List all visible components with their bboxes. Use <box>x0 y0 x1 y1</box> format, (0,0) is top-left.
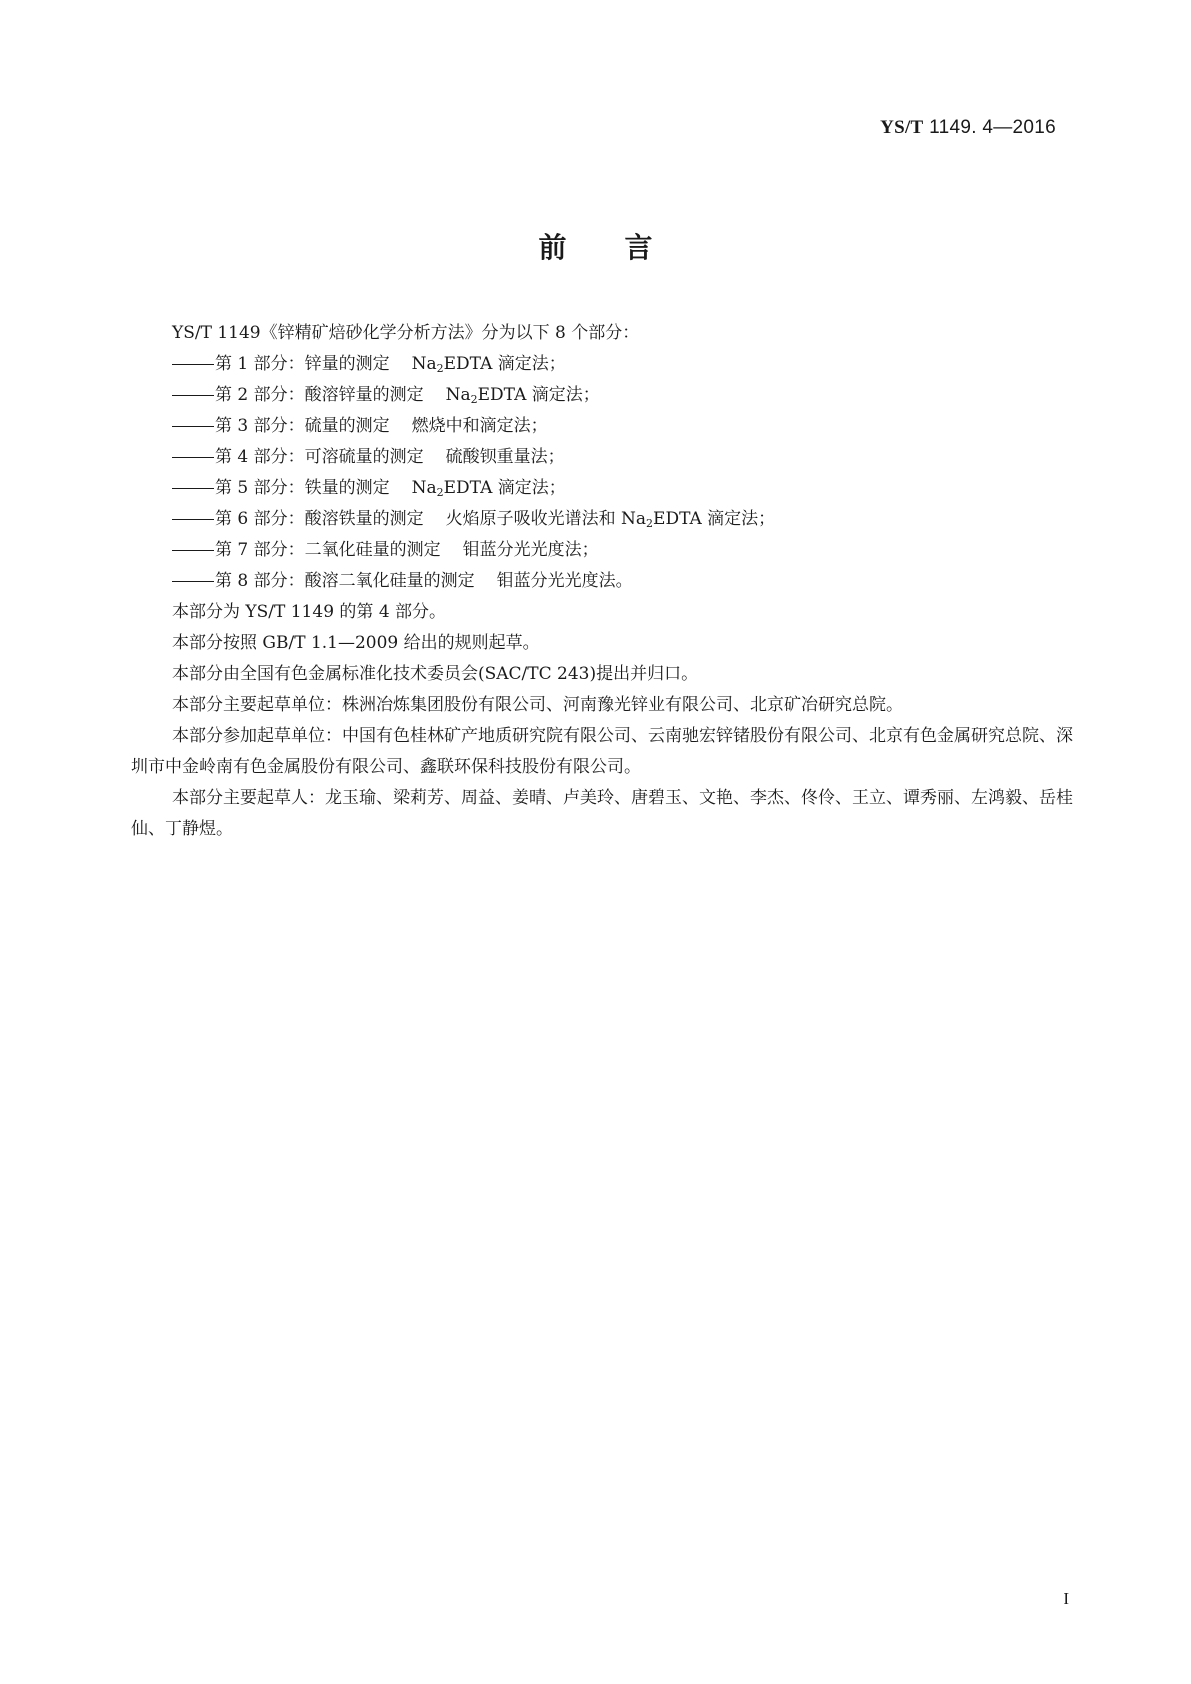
title-char-1: 前 <box>538 231 567 264</box>
part-method: 火焰原子吸收光谱法和 Na <box>445 509 647 529</box>
part-label: 第 4 部分：可溶硫量的测定 <box>215 447 424 467</box>
part-label: 第 6 部分：酸溶铁量的测定 <box>215 509 424 529</box>
part-item-2 <box>131 380 1081 411</box>
standard-number: 1149. 4—2016 <box>929 117 1056 138</box>
intro-paragraph: YS/T 1149《锌精矿焙砂化学分析方法》分为以下 8 个部分： <box>172 323 640 343</box>
part-method-tail: EDTA 滴定法； <box>477 385 600 405</box>
standard-prefix: YS/T <box>880 117 924 138</box>
part-item-6 <box>131 504 1081 535</box>
em-dash <box>172 457 214 458</box>
part-label: 第 7 部分：二氧化硅量的测定 <box>215 540 441 560</box>
proposed-by-paragraph: 本部分由全国有色金属标准化技术委员会(SAC/TC 243)提出并归口。 <box>172 664 699 684</box>
part-item-4 <box>131 442 1081 473</box>
part-method: 硫酸钡重量法； <box>445 447 565 467</box>
subscript: 2 <box>470 393 478 406</box>
part-item-7 <box>131 535 1081 566</box>
part-item-5 <box>131 473 1081 504</box>
em-dash <box>172 395 214 396</box>
part-label: 第 5 部分：铁量的测定 <box>215 478 390 498</box>
part-item-1 <box>131 349 1081 380</box>
part-method: Na <box>411 478 437 498</box>
em-dash <box>172 488 214 489</box>
part-method: 钼蓝分光光度法。 <box>496 571 633 591</box>
drafting-rules-paragraph: 本部分按照 GB/T 1.1—2009 给出的规则起草。 <box>172 633 540 653</box>
subscript: 2 <box>436 362 444 375</box>
em-dash <box>172 581 214 582</box>
part-label: 第 3 部分：硫量的测定 <box>215 416 390 436</box>
part-method: Na <box>411 354 437 374</box>
em-dash <box>172 519 214 520</box>
part-item-8 <box>131 566 1081 597</box>
part-method-tail: EDTA 滴定法； <box>443 478 566 498</box>
subscript: 2 <box>646 517 654 530</box>
page-title <box>0 226 1191 266</box>
foreword-body <box>131 318 1081 845</box>
title-char-2: 言 <box>624 231 653 264</box>
page-number: I <box>1063 1589 1069 1608</box>
part-label: 第 8 部分：酸溶二氧化硅量的测定 <box>215 571 475 591</box>
part-item-3 <box>131 411 1081 442</box>
em-dash <box>172 364 214 365</box>
subscript: 2 <box>436 486 444 499</box>
part-method: 钼蓝分光光度法； <box>462 540 599 560</box>
standard-code <box>880 117 1056 139</box>
part-label: 第 2 部分：酸溶锌量的测定 <box>215 385 424 405</box>
drafters-paragraph: 本部分主要起草人：龙玉瑜、梁莉芳、周益、姜晴、卢美玲、唐碧玉、文艳、李杰、佟伶、王立、谭秀丽、左鸿毅、岳桂仙、丁静煜。 <box>131 788 1073 839</box>
participating-units-paragraph: 本部分参加起草单位：中国有色桂林矿产地质研究院有限公司、云南驰宏锌锗股份有限公司、北京有色金属研究总院、深圳市中金岭南有色金属股份有限公司、鑫联环保科技股份有限公司。 <box>131 726 1073 777</box>
main-units-paragraph: 本部分主要起草单位：株洲冶炼集团股份有限公司、河南豫光锌业有限公司、北京矿冶研究总院。 <box>172 695 903 715</box>
part-of-paragraph: 本部分为 YS/T 1149 的第 4 部分。 <box>172 602 447 622</box>
part-label: 第 1 部分：锌量的测定 <box>215 354 390 374</box>
part-method-tail: EDTA 滴定法； <box>443 354 566 374</box>
em-dash <box>172 550 214 551</box>
part-method-tail: EDTA 滴定法； <box>653 509 776 529</box>
part-method: Na <box>445 385 471 405</box>
em-dash <box>172 426 214 427</box>
part-method: 燃烧中和滴定法； <box>411 416 548 436</box>
